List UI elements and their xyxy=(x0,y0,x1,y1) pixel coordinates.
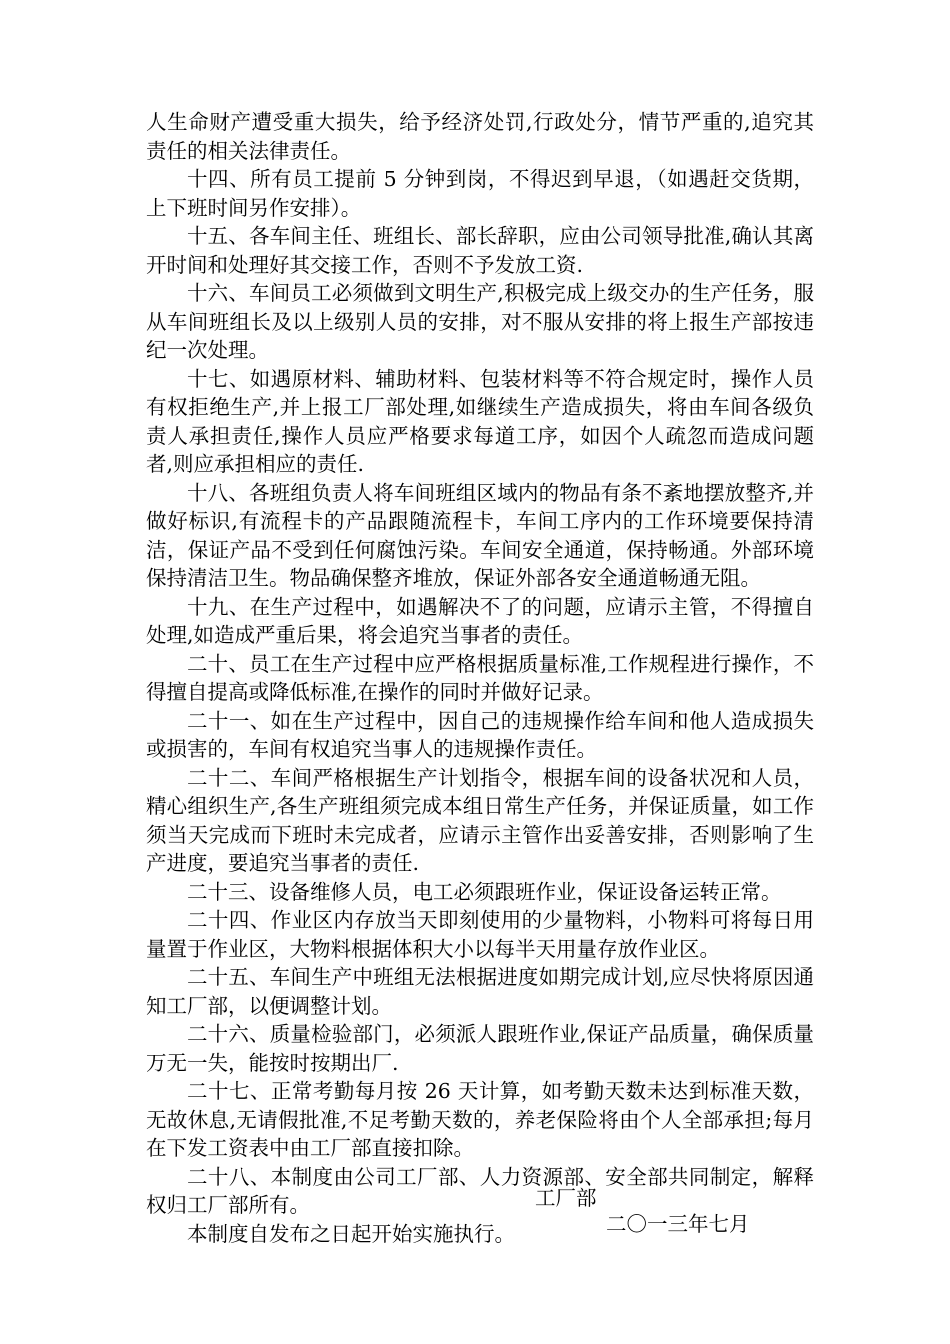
paragraph-article-16: 十六、车间员工必须做到文明生产,积极完成上级交办的生产任务，服从车间班组长及以上级别人员的安排，对不服从安排的将上报生产部按违纪一次处理。 xyxy=(146,281,814,362)
paragraph-article-26: 二十六、质量检验部门，必须派人跟班作业,保证产品质量，确保质量万无一失，能按时按期出厂. xyxy=(146,1022,814,1075)
document-body xyxy=(146,108,814,1248)
paragraph-article-22: 二十二、车间严格根据生产计划指令，根据车间的设备状况和人员，精心组织生产,各生产班组须完成本组日常生产任务，并保证质量，如工作须当天完成而下班时未完成者，应请示主管作出妥善安排，否则影响了生产进度，要追究当事者的责任. xyxy=(146,765,814,875)
paragraph-article-19: 十九、在生产过程中，如遇解决不了的问题，应请示主管，不得擅自处理,如造成严重后果，将会追究当事者的责任。 xyxy=(146,594,814,647)
paragraph-article-23: 二十三、设备维修人员，电工必须跟班作业，保证设备运转正常。 xyxy=(187,879,782,904)
paragraph-effective-clause: 本制度自发布之日起开始实施执行。 xyxy=(187,1221,515,1246)
paragraph-article-20: 二十、员工在生产过程中应严格根据质量标准,工作规程进行操作，不得擅自提高或降低标准,在操作的同时并做好记录。 xyxy=(146,651,814,704)
paragraph-article-24: 二十四、作业区内存放当天即刻使用的少量物料，小物料可将每日用量置于作业区，大物料根据体积大小以每半天用量存放作业区。 xyxy=(146,908,814,961)
paragraph-article-15: 十五、各车间主任、班组长、部长辞职，应由公司领导批准,确认其离开时间和处理好其交接工作，否则不予发放工资. xyxy=(146,224,814,277)
paragraph-article-14: 十四、所有员工提前 5 分钟到岗，不得迟到早退，（如遇赶交货期，上下班时间另作安排）。 xyxy=(146,167,814,220)
signature-date: 二〇一三年七月 xyxy=(606,1212,750,1236)
paragraph-article-27: 二十七、正常考勤每月按 26 天计算，如考勤天数未达到标准天数，无故休息,无请假批准,不足考勤天数的，养老保险将由个人全部承担;每月在下发工资表中由工厂部直接扣除。 xyxy=(146,1079,814,1160)
paragraph-article-25: 二十五、车间生产中班组无法根据进度如期完成计划,应尽快将原因通知工厂部，以便调整计划。 xyxy=(146,965,814,1018)
paragraph-article-28: 二十八、本制度由公司工厂部、人力资源部、安全部共同制定，解释权归工厂部所有。 xyxy=(146,1164,814,1217)
paragraph-article-17: 十七、如遇原材料、辅助材料、包装材料等不符合规定时，操作人员有权拒绝生产,并上报工厂部处理,如继续生产造成损失，将由车间各级负责人承担责任,操作人员应严格要求每道工序，如因个人疏忽而造成问题者,则应承担相应的责任. xyxy=(146,366,814,476)
signature-department: 工厂部 xyxy=(535,1186,597,1210)
paragraph-article-18: 十八、各班组负责人将车间班组区域内的物品有条不紊地摆放整齐,并做好标识,有流程卡的产品跟随流程卡，车间工序内的工作环境要保持清洁，保证产品不受到任何腐蚀污染。车间安全通道，保持畅通。外部环境保持清洁卫生。物品确保整齐堆放，保证外部各安全通道畅通无阻。 xyxy=(146,480,814,590)
paragraph-continued: 人生命财产遭受重大损失，给予经济处罚,行政处分，情节严重的,追究其责任的相关法律责任。 xyxy=(146,110,814,163)
paragraph-article-21: 二十一、如在生产过程中，因自己的违规操作给车间和他人造成损失或损害的，车间有权追究当事人的违规操作责任。 xyxy=(146,708,814,761)
